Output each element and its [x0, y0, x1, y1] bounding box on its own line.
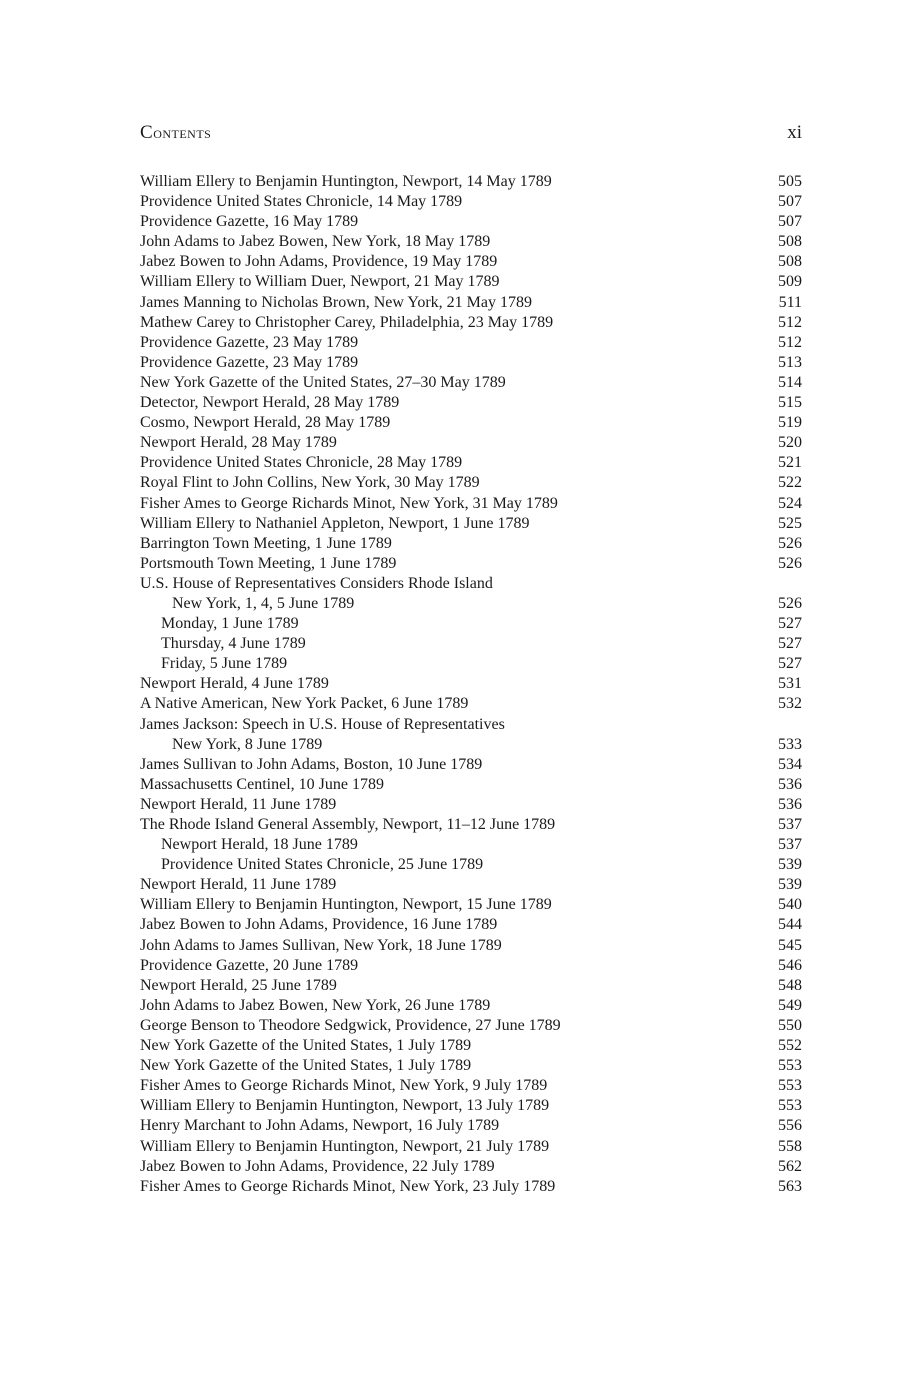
- entry-title: Providence United States Chronicle, 14 May 1789: [140, 193, 463, 211]
- entry-page-number: 526: [778, 554, 802, 572]
- contents-entry: [140, 835, 802, 855]
- entry-page-number: 549: [778, 996, 802, 1014]
- contents-entry: [140, 875, 802, 895]
- entry-page-number: 513: [778, 353, 802, 371]
- contents-entry: [140, 694, 802, 714]
- page-number: xi: [787, 122, 802, 143]
- contents-entry: [140, 1157, 802, 1177]
- entry-page-number: 509: [778, 273, 802, 291]
- entry-title: New York Gazette of the United States, 1 July 1789: [140, 1057, 472, 1075]
- entry-title: Henry Marchant to John Adams, Newport, 16 July 1789: [140, 1117, 500, 1135]
- entry-title: Mathew Carey to Christopher Carey, Philadelphia, 23 May 1789: [140, 313, 554, 331]
- entry-title: Cosmo, Newport Herald, 28 May 1789: [140, 414, 391, 432]
- entry-page-number: 526: [778, 534, 802, 552]
- entry-page-number: 536: [778, 775, 802, 793]
- contents-entry: [140, 915, 802, 935]
- contents-entry: [140, 976, 802, 996]
- entry-title: James Manning to Nicholas Brown, New York, 21 May 1789: [140, 293, 532, 311]
- contents-entry: [140, 232, 802, 252]
- entry-title: Monday, 1 June 1789: [161, 615, 299, 633]
- entry-page-number: 527: [778, 615, 802, 633]
- entry-title: Providence United States Chronicle, 25 June 1789: [161, 856, 484, 874]
- contents-entry: [140, 473, 802, 493]
- entry-page-number: 545: [778, 936, 802, 954]
- entry-title: John Adams to Jabez Bowen, New York, 18 May 1789: [140, 233, 491, 251]
- contents-entry: [140, 393, 802, 413]
- entry-title: Massachusetts Centinel, 10 June 1789: [140, 775, 384, 793]
- contents-entry: [140, 172, 802, 192]
- contents-entry: [140, 956, 802, 976]
- contents-entry: [140, 654, 802, 674]
- contents-entry: [140, 594, 802, 614]
- entry-title: Barrington Town Meeting, 1 June 1789: [140, 534, 392, 552]
- contents-entry: [140, 353, 802, 373]
- entry-title: Thursday, 4 June 1789: [161, 635, 306, 653]
- entry-title: Fisher Ames to George Richards Minot, New York, 31 May 1789: [140, 494, 558, 512]
- contents-entry: [140, 1096, 802, 1116]
- contents-entry: [140, 453, 802, 473]
- entry-page-number: 512: [778, 333, 802, 351]
- contents-list: [140, 172, 802, 1197]
- entry-page-number: 520: [778, 434, 802, 452]
- entry-page-number: 544: [778, 916, 802, 934]
- contents-entry: [140, 333, 802, 353]
- entry-page-number: 525: [778, 514, 802, 532]
- entry-page-number: 556: [778, 1117, 802, 1135]
- contents-entry: [140, 433, 802, 453]
- entry-title: Providence Gazette, 23 May 1789: [140, 333, 359, 351]
- contents-entry: [140, 614, 802, 634]
- entry-page-number: 553: [778, 1097, 802, 1115]
- entry-title: Portsmouth Town Meeting, 1 June 1789: [140, 554, 397, 572]
- contents-entry: [140, 212, 802, 232]
- entry-page-number: 515: [778, 394, 802, 412]
- entry-title: William Ellery to Benjamin Huntington, Newport, 15 June 1789: [140, 896, 552, 914]
- contents-entry: [140, 574, 802, 594]
- entry-title: John Adams to Jabez Bowen, New York, 26 June 1789: [140, 996, 491, 1014]
- entry-page-number: 553: [778, 1057, 802, 1075]
- entry-page-number: 540: [778, 896, 802, 914]
- entry-title: Providence Gazette, 20 June 1789: [140, 956, 359, 974]
- entry-page-number: 546: [778, 956, 802, 974]
- entry-page-number: 507: [778, 213, 802, 231]
- entry-title: Friday, 5 June 1789: [161, 655, 288, 673]
- entry-title: William Ellery to Nathaniel Appleton, Newport, 1 June 1789: [140, 514, 530, 532]
- entry-title: James Jackson: Speech in U.S. House of Representatives: [140, 715, 505, 733]
- contents-entry: [140, 554, 802, 574]
- contents-entry: [140, 534, 802, 554]
- entry-page-number: 527: [778, 655, 802, 673]
- entry-page-number: 539: [778, 876, 802, 894]
- entry-title: James Sullivan to John Adams, Boston, 10 June 1789: [140, 755, 483, 773]
- entry-title: William Ellery to Benjamin Huntington, Newport, 21 July 1789: [140, 1137, 550, 1155]
- contents-entry: [140, 936, 802, 956]
- contents-entry: [140, 293, 802, 313]
- entry-title: Jabez Bowen to John Adams, Providence, 22 July 1789: [140, 1157, 495, 1175]
- entry-page-number: 534: [778, 755, 802, 773]
- entry-title: William Ellery to William Duer, Newport, 21 May 1789: [140, 273, 500, 291]
- contents-entry: [140, 272, 802, 292]
- entry-title: Fisher Ames to George Richards Minot, New York, 9 July 1789: [140, 1077, 548, 1095]
- entry-page-number: 531: [778, 675, 802, 693]
- entry-title: Newport Herald, 11 June 1789: [140, 795, 337, 813]
- entry-page-number: 522: [778, 474, 802, 492]
- contents-entry: [140, 1036, 802, 1056]
- entry-page-number: 519: [778, 414, 802, 432]
- entry-page-number: 524: [778, 494, 802, 512]
- entry-title: William Ellery to Benjamin Huntington, Newport, 14 May 1789: [140, 173, 552, 190]
- contents-entry: [140, 1016, 802, 1036]
- entry-title: John Adams to James Sullivan, New York, 18 June 1789: [140, 936, 502, 954]
- entry-title: New York Gazette of the United States, 1 July 1789: [140, 1037, 472, 1055]
- entry-title: William Ellery to Benjamin Huntington, Newport, 13 July 1789: [140, 1097, 550, 1115]
- contents-entry: [140, 313, 802, 333]
- entry-page-number: 562: [778, 1157, 802, 1175]
- contents-entry: [140, 1056, 802, 1076]
- entry-page-number: 507: [778, 193, 802, 211]
- entry-page-number: 508: [778, 253, 802, 271]
- entry-page-number: 527: [778, 635, 802, 653]
- running-head: [140, 122, 802, 144]
- entry-page-number: 532: [778, 695, 802, 713]
- entry-page-number: 505: [778, 173, 802, 190]
- contents-entry: [140, 735, 802, 755]
- contents-entry: [140, 634, 802, 654]
- contents-entry: [140, 815, 802, 835]
- contents-entry: [140, 775, 802, 795]
- entry-title: George Benson to Theodore Sedgwick, Providence, 27 June 1789: [140, 1016, 561, 1034]
- entry-title: U.S. House of Representatives Considers Rhode Island: [140, 574, 493, 592]
- contents-entry: [140, 1076, 802, 1096]
- contents-entry: [140, 1177, 802, 1197]
- entry-title: Newport Herald, 28 May 1789: [140, 434, 337, 452]
- contents-entry: [140, 1137, 802, 1157]
- entry-page-number: 537: [778, 836, 802, 854]
- contents-entry: [140, 1116, 802, 1136]
- entry-title: Providence United States Chronicle, 28 May 1789: [140, 454, 463, 472]
- entry-page-number: 512: [778, 313, 802, 331]
- entry-title: Newport Herald, 18 June 1789: [161, 836, 358, 854]
- entry-page-number: 521: [778, 454, 802, 472]
- entry-title: Newport Herald, 11 June 1789: [140, 876, 337, 894]
- entry-title: The Rhode Island General Assembly, Newport, 11–12 June 1789: [140, 816, 556, 833]
- entry-title: New York, 1, 4, 5 June 1789: [172, 594, 355, 612]
- entry-page-number: 552: [778, 1037, 802, 1055]
- entry-page-number: 563: [778, 1177, 802, 1195]
- contents-entry: [140, 895, 802, 915]
- entry-page-number: 526: [778, 594, 802, 612]
- contents-entry: [140, 855, 802, 875]
- entry-page-number: 508: [778, 233, 802, 251]
- entry-title: New York Gazette of the United States, 27–30 May 1789: [140, 373, 506, 391]
- entry-title: Providence Gazette, 23 May 1789: [140, 353, 359, 371]
- entry-title: Newport Herald, 4 June 1789: [140, 675, 329, 693]
- contents-entry: [140, 413, 802, 433]
- contents-entry: [140, 795, 802, 815]
- entry-title: Detector, Newport Herald, 28 May 1789: [140, 394, 400, 412]
- contents-entry: [140, 996, 802, 1016]
- running-head-title: Contents: [140, 122, 212, 143]
- entry-title: A Native American, New York Packet, 6 June 1789: [140, 695, 469, 713]
- contents-entry: [140, 192, 802, 212]
- entry-page-number: 511: [778, 293, 802, 311]
- entry-page-number: 553: [778, 1077, 802, 1095]
- entry-title: Royal Flint to John Collins, New York, 30 May 1789: [140, 474, 480, 492]
- contents-entry: [140, 514, 802, 534]
- contents-entry: [140, 373, 802, 393]
- entry-title: Newport Herald, 25 June 1789: [140, 976, 337, 994]
- contents-entry: [140, 252, 802, 272]
- entry-page-number: 536: [778, 795, 802, 813]
- entry-page-number: 537: [778, 816, 802, 833]
- entry-page-number: 548: [778, 976, 802, 994]
- entry-page-number: 533: [778, 735, 802, 753]
- entry-page-number: 558: [778, 1137, 802, 1155]
- contents-entry: [140, 674, 802, 694]
- contents-entry: [140, 755, 802, 775]
- entry-title: Fisher Ames to George Richards Minot, New York, 23 July 1789: [140, 1177, 556, 1195]
- entry-page-number: 514: [778, 373, 802, 391]
- contents-entry: [140, 715, 802, 735]
- contents-entry: [140, 494, 802, 514]
- entry-title: Jabez Bowen to John Adams, Providence, 16 June 1789: [140, 916, 498, 934]
- entry-page-number: 539: [778, 856, 802, 874]
- entry-title: New York, 8 June 1789: [172, 735, 323, 753]
- entry-title: Providence Gazette, 16 May 1789: [140, 213, 359, 231]
- entry-page-number: 550: [778, 1016, 802, 1034]
- entry-title: Jabez Bowen to John Adams, Providence, 19 May 1789: [140, 253, 498, 271]
